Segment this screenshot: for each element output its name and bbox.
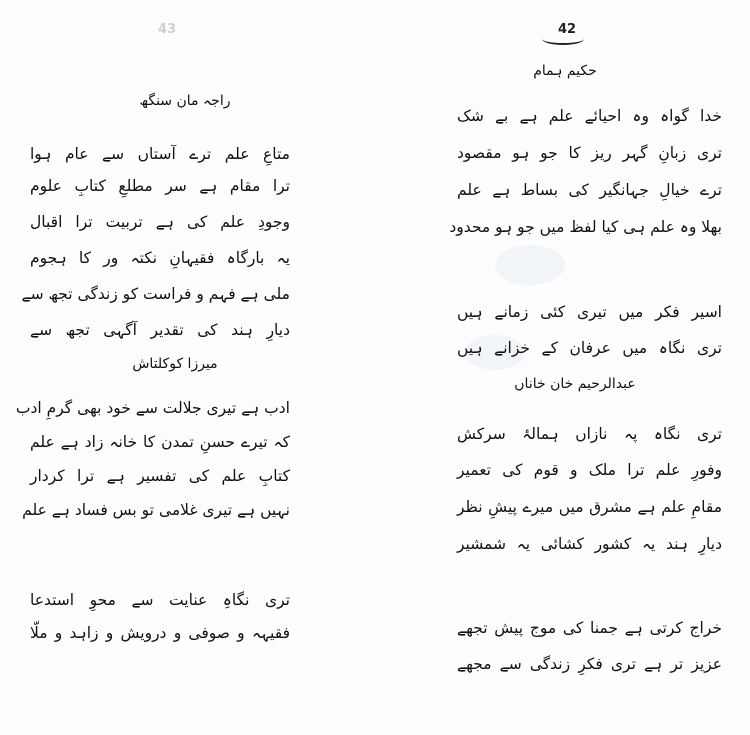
poet-name: حکیم ہمام: [533, 63, 597, 79]
page-number: 42: [558, 22, 577, 37]
verse-line: کہ تیرے حسنِ تمدن کا خانہ زاد ہے علم: [30, 433, 290, 451]
verse-line: تری نگاہِ عنایت سے محوِ استدعا: [30, 591, 290, 609]
verse-line: متاعِ علم ترے آستاں سے عام ہوا: [30, 145, 290, 163]
verse-line: دیارِ ہند یہ کشور کشائی یہ شمشیر: [457, 535, 722, 553]
verse-line: نہیں ہے تیری غلامی تو بس فساد ہے علم: [22, 501, 290, 519]
verse-line: خراج کرتی ہے جمنا کی موج پیش تجھے: [457, 619, 722, 637]
poet-name: میرزا کوکلتاش: [132, 356, 218, 372]
verse-line: ادب ہے تیری جلالت سے خود بھی گرمِ ادب: [15, 399, 290, 417]
poet-name: راجہ مان سنگھ: [139, 93, 231, 109]
verse-line: ملی ہے فہم و فراست کو زندگی تجھ سے: [21, 285, 290, 303]
verse-line: تری نگاہ پہ نازاں ہمالۂ سرکش: [457, 425, 722, 443]
verse-line: خدا گواہ وہ احیائے علم ہے بے شک: [457, 107, 722, 125]
verse-line: مقامِ علم ہے مشرق میں میرے پیشِ نظر: [457, 498, 722, 516]
verse-line: دیارِ ہند کی تقدیر آگہی تجھ سے: [30, 321, 290, 339]
verse-line: تری زبانِ گہر ریز کا جو ہو مقصود: [457, 144, 722, 162]
verse-line: اسیر فکر میں تیری کئی زمانے ہیں: [457, 303, 722, 321]
right-page: [375, 0, 750, 735]
verse-line: ترا مقام ہے سر مطلعِ کتابِ علوم: [30, 177, 290, 195]
verse-line: بھلا وہ علم ہی کیا لفظ میں جو ہو محدود: [449, 218, 722, 236]
verse-line: وفورِ علم ترا ملک و قوم کی تعمیر: [457, 461, 722, 479]
verse-line: عزیز تر ہے تری فکرِ زندگی سے مجھے: [457, 655, 722, 673]
verse-line: تری نگاہ میں عرفان کے خزانے ہیں: [457, 339, 722, 357]
verse-line: یہ بارگاہ فقیہانِ نکتہ ور کا ہجوم: [30, 249, 290, 267]
verse-line: کتابِ علم کی تفسیر ہے ترا کردار: [30, 467, 290, 485]
page-number: 43: [158, 22, 177, 37]
paper-stain: [495, 245, 565, 285]
poet-name: عبدالرحیم خان خاناں: [514, 376, 636, 392]
verse-line: وجودِ علم کی ہے تربیت ترا اقبال: [30, 213, 290, 231]
page-number-arc: [542, 33, 584, 45]
verse-line: ترے خیالِ جہانگیر کی بساط ہے علم: [457, 181, 722, 199]
verse-line: فقیہہ و صوفی و درویش و زاہد و ملّا: [30, 624, 290, 642]
